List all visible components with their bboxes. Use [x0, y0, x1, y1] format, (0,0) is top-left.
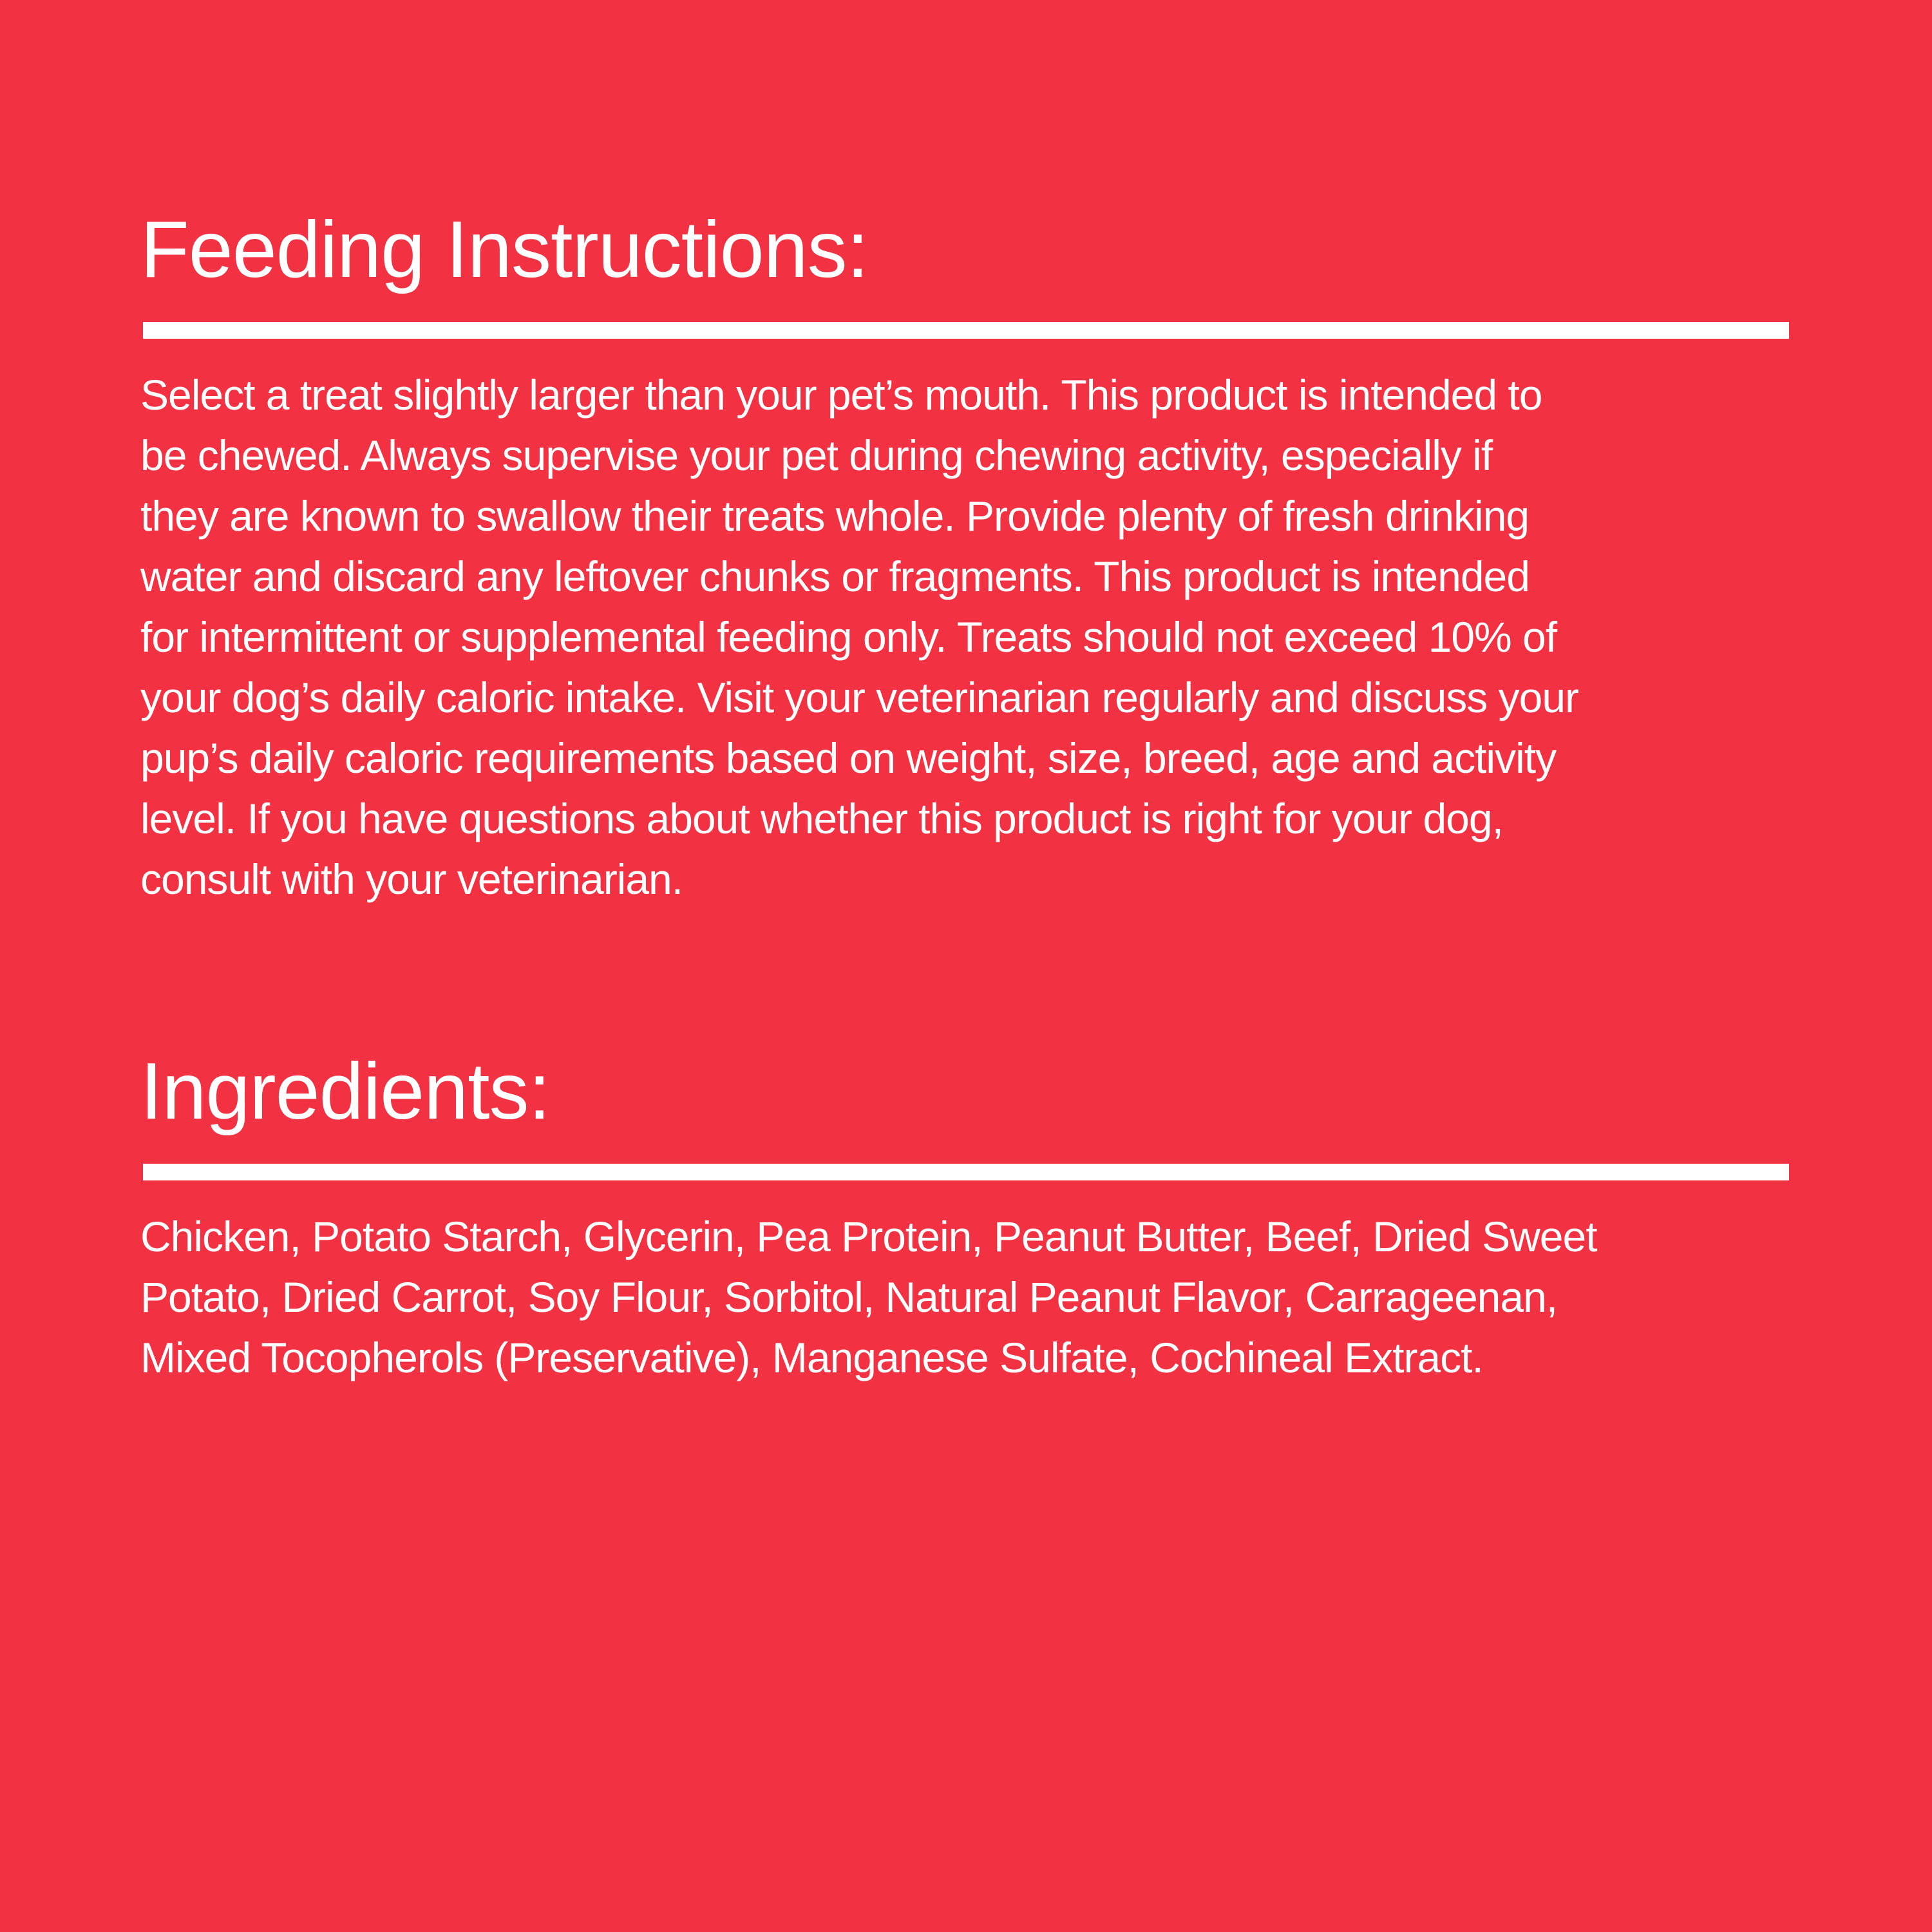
feeding-line: Select a treat slightly larger than your pet’s mouth. This product is intended to	[140, 371, 1542, 419]
feeding-line: be chewed. Always supervise your pet during chewing activity, especially if	[140, 431, 1493, 479]
ingredients-section	[140, 1046, 1789, 1388]
ingredients-line: Potato, Dried Carrot, Soy Flour, Sorbitol, Natural Peanut Flavor, Carrageenan,	[140, 1273, 1558, 1321]
feeding-line: level. If you have questions about whether this product is right for your dog,	[140, 795, 1503, 842]
feeding-instructions-heading: Feeding Instructions:	[140, 205, 869, 294]
feeding-instructions-section	[140, 205, 1789, 909]
feeding-instructions-text	[140, 365, 1789, 909]
feeding-line: consult with your veterinarian.	[140, 855, 683, 903]
feeding-line: water and discard any leftover chunks or fragments. This product is intended	[140, 553, 1530, 600]
feeding-divider	[143, 322, 1789, 339]
feeding-line: they are known to swallow their treats whole. Provide plenty of fresh drinking	[140, 492, 1530, 540]
ingredients-line: Chicken, Potato Starch, Glycerin, Pea Protein, Peanut Butter, Beef, Dried Sweet	[140, 1213, 1597, 1260]
feeding-line: pup’s daily caloric requirements based on weight, size, breed, age and activity	[140, 734, 1557, 782]
feeding-line: your dog’s daily caloric intake. Visit your veterinarian regularly and discuss your	[140, 674, 1579, 721]
ingredients-heading: Ingredients:	[140, 1047, 550, 1136]
feeding-line: for intermittent or supplemental feeding only. Treats should not exceed 10% of	[140, 613, 1557, 661]
ingredients-text	[140, 1206, 1789, 1388]
ingredients-line: Mixed Tocopherols (Preservative), Manganese Sulfate, Cochineal Extract.	[140, 1334, 1483, 1381]
ingredients-divider	[143, 1164, 1789, 1180]
